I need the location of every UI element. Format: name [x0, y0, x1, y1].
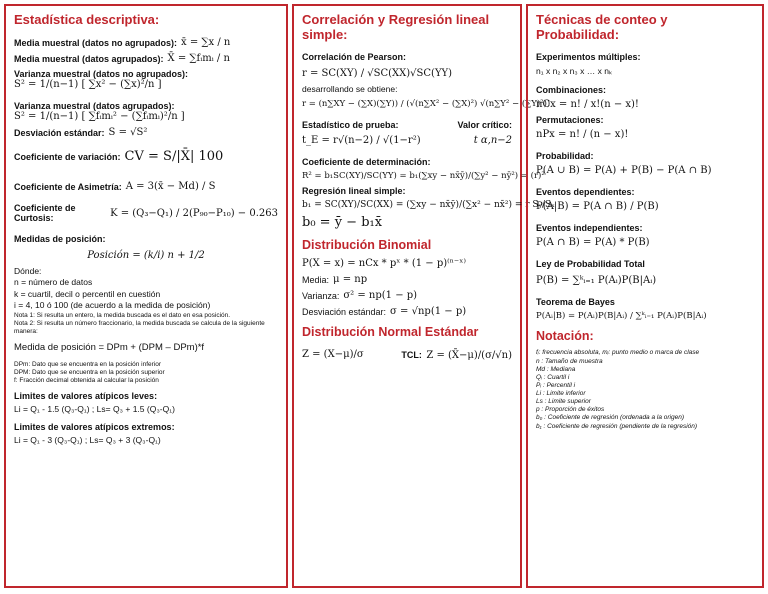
desviacion-formula: S = √S²: [108, 127, 148, 138]
notacion-item: p : Proporción de éxitos: [536, 406, 605, 414]
probabilidad-total-label: Ley de Probabilidad Total: [536, 259, 645, 270]
notacion-item: fᵢ: frecuencia absoluta, mᵢ: punto medio o marca de clase: [536, 349, 700, 357]
donde-item: k = cuartil, decil o percentil en cuestión: [14, 288, 161, 299]
curtosis-formula: K = (Q₃−Q₁) / 2(P₉₀−P₁₀) − 0.263: [110, 207, 278, 219]
notacion-item: n : Tamaño de muestra: [536, 357, 603, 365]
notacion-item: Ls : Limite superior: [536, 398, 591, 406]
medidas-posicion-label: Medidas de posición:: [14, 234, 106, 244]
dpm-item: DPM: Dato que se encuentra en la posición superior: [14, 369, 165, 377]
estadistico-prueba-label: Estadístico de prueba:: [302, 120, 399, 131]
donde-item: n = número de datos: [14, 277, 93, 288]
curtosis-label: Coeficiente de Curtosis:: [14, 203, 76, 223]
tcl-formula: Z = (X̄−μ)/(σ/√n): [426, 350, 512, 362]
determinacion-formula: R² = b₁SC(XY)/SC(YY) = b₁(∑xy − nx̄ȳ)/(∑y² − nȳ²) = (r)²: [302, 171, 545, 182]
permutaciones-formula: nPx = n! / (n − x)!: [536, 129, 629, 141]
atipicos-extremos-label: Limites de valores atípicos extremos:: [14, 421, 175, 432]
varianza-no-agrupados-formula: S² = 1/(n−1) [ ∑x² − (∑x)²/n ]: [14, 79, 162, 90]
section-title: Técnicas de conteo y Probabilidad:: [536, 12, 668, 42]
determinacion-label: Coeficiente de determinación:: [302, 157, 431, 168]
media-no-agrupados-formula: x̄ = ∑x / n: [181, 37, 231, 48]
media-no-agrupados-label: Media muestral (datos no agrupados):: [14, 37, 178, 48]
atipicos-leves-label: Limites de valores atípicos leves:: [14, 391, 158, 402]
medida-posicion-dato: Medida de posición = DPm + (DPM – DPm)*f: [14, 342, 205, 354]
pearson-label: Correlación de Pearson:: [302, 52, 407, 62]
binomial-desviacion-label: Desviación estándar:: [302, 306, 387, 317]
pearson-formula: r = SC(XY) / √SC(XX)√SC(YY): [302, 68, 453, 79]
combinaciones-formula: nCx = n! / x!(n − x)!: [536, 99, 639, 111]
binomial-formula: P(X = x) = nCx * pˣ * (1 − p)⁽ⁿ⁻ˣ⁾: [302, 258, 466, 270]
varianza-no-agrupados-label: Varianza muestral (datos no agrupados):: [14, 69, 189, 79]
binomial-title: Distribución Binomial: [302, 238, 432, 253]
dpm-item: DPm: Dato que se encuentra en la posición inferior: [14, 361, 162, 369]
posicion-formula: Posición = (k/i) n + 1/2: [87, 250, 205, 261]
notacion-item: b₁ : Coeficiente de regresión (pendiente de la regresión): [536, 422, 698, 430]
section-title: Estadística descriptiva:: [14, 12, 160, 27]
asimetria-formula: A = 3(x̄ − Md) / S: [125, 181, 216, 192]
pearson-desarrollo: r = (n∑XY − (∑X)(∑Y)) / (√(n∑X² − (∑X)²) √(n∑Y² − (∑Y)²)): [302, 99, 551, 110]
b1-formula: b₁ = SC(XY)/SC(XX) = (∑xy − nx̄ȳ)/(∑x² − nx̄²) = r Sᵧ/Sₓ: [302, 200, 555, 211]
experimentos-formula: n₁ x n₂ x n₃ x … x nₖ: [536, 66, 613, 76]
media-agrupados-label: Media muestral (datos agrupados):: [14, 53, 164, 64]
b0-formula: b₀ = ȳ − b₁x̄: [302, 215, 383, 231]
probabilidad-formula: P(A ∪ B) = P(A) + P(B) − P(A ∩ B): [536, 165, 712, 177]
z-formula: Z = (X−μ)/σ: [302, 348, 364, 360]
experimentos-label: Experimentos múltiples:: [536, 52, 641, 62]
tcl-label: TCL:: [401, 350, 422, 361]
nota-1: Nota 1: Si resulta un entero, la medida buscada es el dato en esa posición.: [14, 311, 231, 319]
probabilidad-label: Probabilidad:: [536, 151, 594, 162]
panel-conteo-probabilidad: [526, 4, 764, 588]
estadistico-prueba-formula: t_E = r√(n−2) / √(1−r²): [302, 135, 421, 147]
media-agrupados-formula: X̄ = ∑fᵢmᵢ / n: [167, 53, 230, 64]
notacion-item: Li : Limite inferior: [536, 390, 586, 398]
atipicos-extremos-formula: Li = Q₁ - 3 (Q₃-Q₁) ; Ls= Q₃ + 3 (Q₃-Q₁): [14, 434, 161, 445]
permutaciones-label: Permutaciones:: [536, 115, 604, 126]
desviacion-label: Desviación estándar:: [14, 127, 105, 138]
notacion-item: Qᵢ : Cuartil i: [536, 373, 570, 381]
independientes-formula: P(A ∩ B) = P(A) * P(B): [536, 237, 650, 249]
binomial-media-label: Media:: [302, 274, 330, 285]
independientes-label: Eventos independientes:: [536, 223, 643, 234]
varianza-agrupados-formula: S² = 1/(n−1) [ ∑fᵢmᵢ² − (∑fᵢmᵢ)²/n ]: [14, 111, 185, 122]
normal-title: Distribución Normal Estándar: [302, 325, 479, 340]
binomial-varianza-label: Varianza:: [302, 290, 340, 301]
asimetria-label: Coeficiente de Asimetría:: [14, 181, 122, 192]
dependientes-formula: P(A|B) = P(A ∩ B) / P(B): [536, 201, 659, 213]
cv-formula: CV = S/|X̄| 100: [124, 149, 224, 164]
combinaciones-label: Combinaciones:: [536, 85, 607, 96]
donde-item: i = 4, 10 ó 100 (de acuerdo a la medida de posición): [14, 300, 211, 311]
valor-critico-formula: t α,n−2: [473, 135, 512, 147]
probabilidad-total-formula: P(B) = ∑ᵏᵢ₌₁ P(Aᵢ)P(B|Aᵢ): [536, 275, 657, 287]
nota-2: Nota 2: Si resulta un número fraccionario, la medida buscada se calcula de la siguiente manera:: [14, 320, 265, 336]
atipicos-leves-formula: Li = Q₁ - 1.5 (Q₃-Q₁) ; Ls= Q₃ + 1.5 (Q₃-Q₁): [14, 404, 175, 415]
cv-label: Coeficiente de variación:: [14, 151, 121, 162]
varianza-agrupados-label: Varianza muestral (datos agrupados):: [14, 101, 175, 111]
dpm-item: f: Fracción decimal obtenida al calcular la posición: [14, 377, 159, 385]
panel-estadistica-descriptiva: [4, 4, 288, 588]
binomial-varianza-formula: σ² = np(1 − p): [343, 290, 418, 302]
bayes-label: Teorema de Bayes: [536, 297, 615, 308]
notacion-title: Notación:: [536, 329, 594, 344]
desarrollando-text: desarrollando se obtiene:: [302, 84, 398, 94]
bayes-formula: P(Aᵢ|B) = P(Aᵢ)P(B|Aᵢ) / ∑ᵏᵢ₌₁ P(Aᵢ)P(B|Aᵢ): [536, 311, 707, 322]
notacion-item: b₀ : Coeficiente de regresión (ordenada a la origen): [536, 414, 684, 422]
dependientes-label: Eventos dependientes:: [536, 187, 635, 198]
valor-critico-label: Valor crítico:: [457, 120, 512, 131]
regresion-label: Regresión lineal simple:: [302, 186, 406, 197]
binomial-desviacion-formula: σ = √np(1 − p): [390, 306, 467, 318]
donde-label: Dónde:: [14, 266, 42, 276]
notacion-item: Md : Mediana: [536, 365, 576, 373]
binomial-media-formula: μ = np: [333, 274, 368, 286]
section-title: Correlación y Regresión lineal simple:: [302, 12, 490, 42]
notacion-item: Pᵢ : Percentil i: [536, 381, 576, 389]
